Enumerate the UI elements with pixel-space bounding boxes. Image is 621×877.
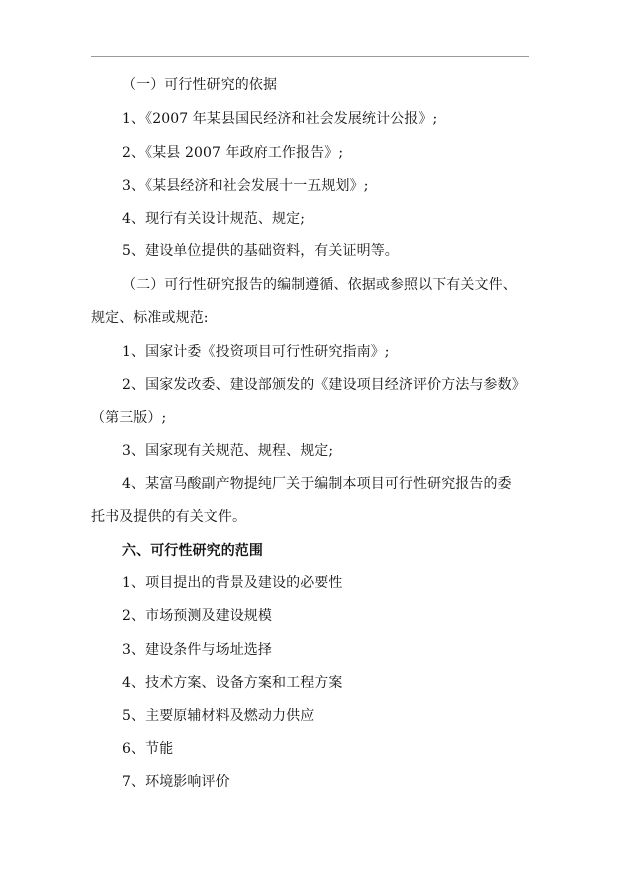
paragraph-continuation: 托书及提供的有关文件。 [91,509,247,525]
section-heading-scope: 六、可行性研究的范围 [122,543,263,559]
list-item: 4、现行有关设计规范、规定; [122,211,306,227]
paragraph-continuation: 规定、标准或规范: [91,310,209,326]
subsection-heading-compilation: （二）可行性研究报告的编制遵循、依据或参照以下有关文件、 [122,277,517,293]
list-item: 5、主要原辅材料及燃动力供应 [122,708,315,724]
header-rule [91,56,529,57]
list-item: 2、国家发改委、建设部颁发的《建设项目经济评价方法与参数》 [122,377,526,393]
list-item: 1、《2007 年某县国民经济和社会发展统计公报》; [122,111,438,127]
list-item: 2、《某县 2007 年政府工作报告》; [122,145,344,161]
list-item: 6、节能 [122,741,174,757]
list-item: 3、《某县经济和社会发展十一五规划》; [122,178,369,194]
list-item: 4、技术方案、设备方案和工程方案 [122,675,343,691]
list-item: 3、国家现有关规范、规程、规定; [122,443,334,459]
paragraph-continuation: （第三版）; [91,410,167,426]
list-item: 3、建设条件与场址选择 [122,642,273,658]
list-item: 1、国家计委《投资项目可行性研究指南》; [122,344,390,360]
subsection-heading-basis: （一）可行性研究的依据 [122,77,278,93]
list-item: 7、环境影响评价 [122,774,230,790]
list-item: 5、建设单位提供的基础资料，有关证明等。 [122,243,399,259]
list-item: 4、某富马酸副产物提纯厂关于编制本项目可行性研究报告的委 [122,476,512,492]
list-item: 1、项目提出的背景及建设的必要性 [122,575,343,591]
list-item: 2、市场预测及建设规模 [122,608,273,624]
